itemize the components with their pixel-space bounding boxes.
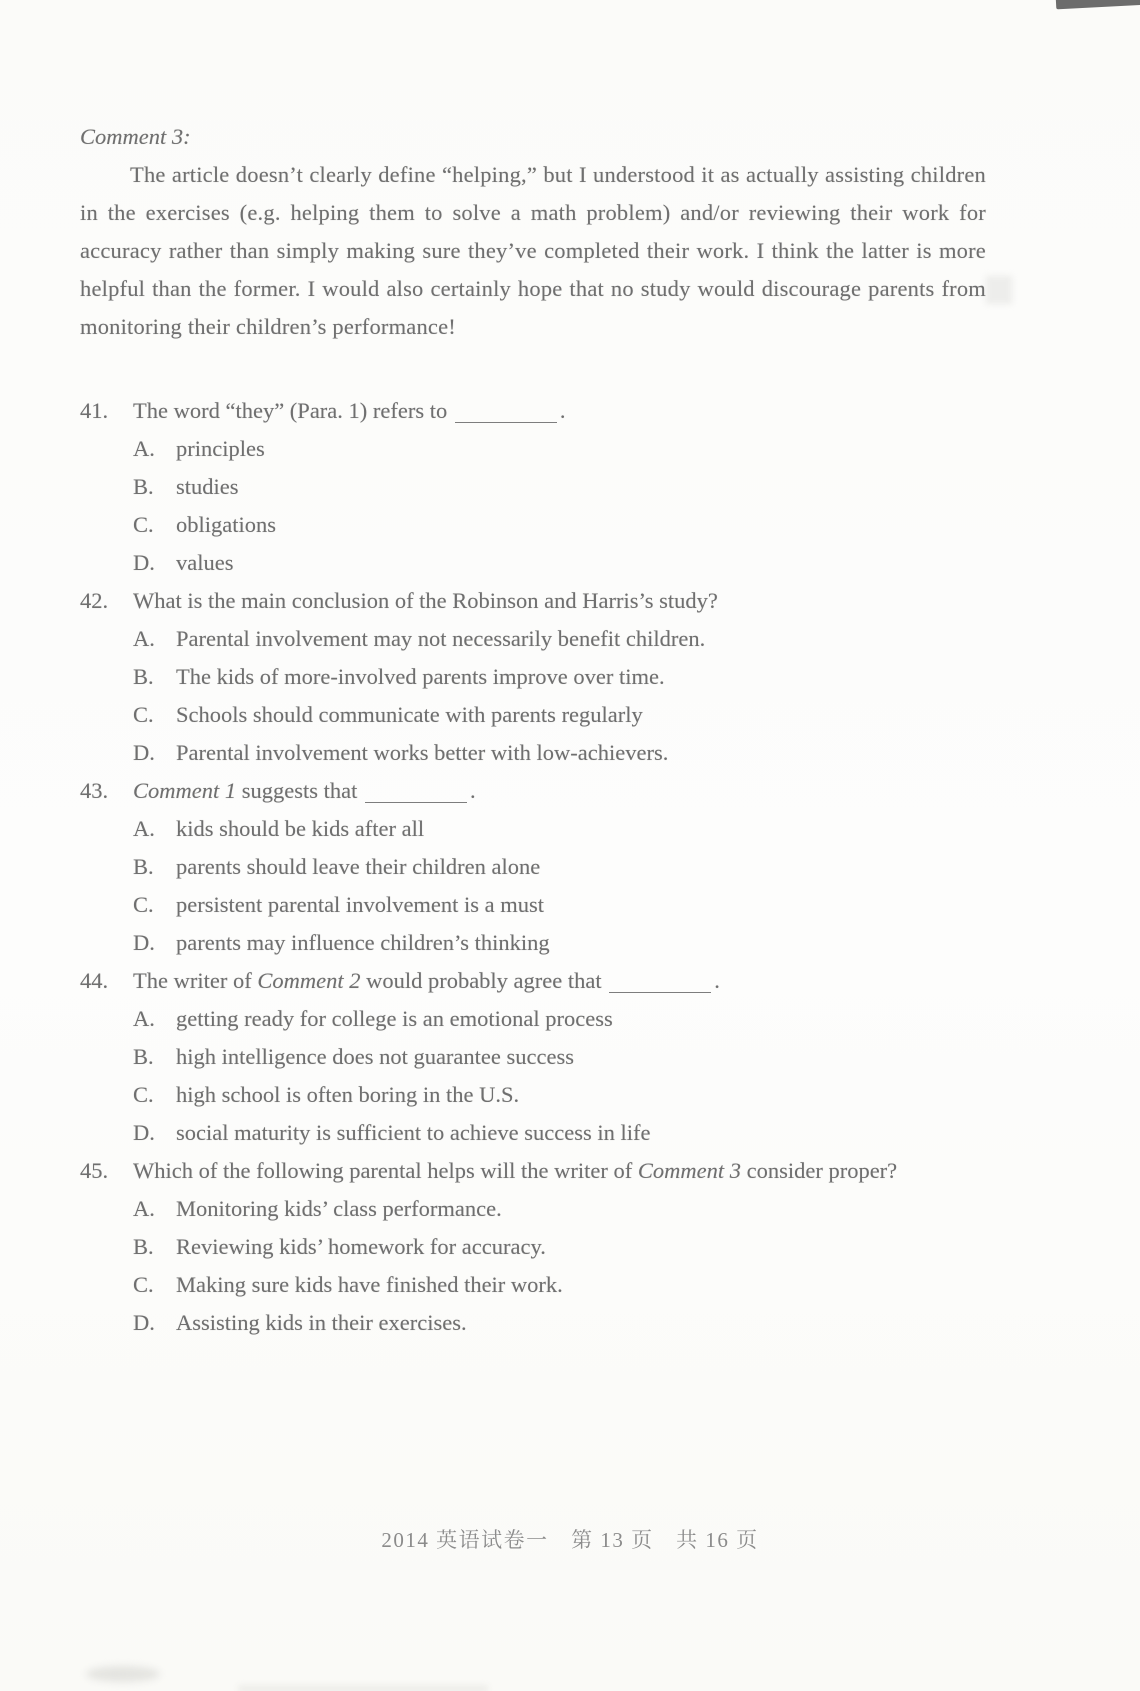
option-letter: C. (133, 892, 154, 917)
option-text: Parental involvement may not necessarily benefit children. (176, 626, 706, 651)
comment-heading: Comment 3: (80, 124, 191, 149)
answer-option (80, 1304, 986, 1342)
page-content (80, 118, 986, 1342)
answer-option (80, 430, 986, 468)
answer-blank (455, 400, 557, 424)
answer-option (80, 1114, 986, 1152)
answer-option (80, 924, 986, 962)
answer-option (80, 620, 986, 658)
option-letter: D. (133, 1310, 155, 1335)
question-number: 44. (80, 968, 109, 993)
question-prompt (133, 962, 986, 1000)
option-list (80, 1190, 986, 1342)
option-text: high intelligence does not guarantee success (176, 1044, 574, 1069)
prompt-text: . (559, 398, 566, 423)
option-text: Monitoring kids’ class performance. (176, 1196, 502, 1221)
question-number: 45. (80, 1158, 109, 1183)
option-text: parents should leave their children alone (176, 854, 541, 879)
option-list (80, 1000, 986, 1152)
option-letter: B. (133, 1234, 154, 1259)
answer-blank (609, 970, 711, 994)
option-text: parents may influence children’s thinking (176, 930, 550, 955)
answer-option (80, 1228, 986, 1266)
question-prompt (133, 772, 986, 810)
prompt-text: The writer of (133, 968, 258, 993)
option-list (80, 430, 986, 582)
answer-option (80, 1190, 986, 1228)
option-text: Parental involvement works better with low-achievers. (176, 740, 669, 765)
question-list (80, 392, 986, 1342)
question (80, 962, 986, 1152)
scan-shadow-artifact (238, 1685, 488, 1691)
option-letter: B. (133, 854, 154, 879)
answer-option (80, 468, 986, 506)
option-letter: C. (133, 1082, 154, 1107)
prompt-text: What is the main conclusion of the Robinson and Harris’s study? (133, 588, 718, 613)
question-prompt (133, 582, 986, 620)
option-text: studies (176, 474, 239, 499)
option-text: persistent parental involvement is a must (176, 892, 545, 917)
answer-option (80, 810, 986, 848)
option-text: Making sure kids have finished their work. (176, 1272, 563, 1297)
option-letter: B. (133, 664, 154, 689)
answer-option (80, 1000, 986, 1038)
question (80, 772, 986, 962)
option-letter: C. (133, 512, 154, 537)
option-letter: D. (133, 930, 155, 955)
option-text: getting ready for college is an emotional process (176, 1006, 613, 1031)
answer-option (80, 658, 986, 696)
comment-reference: Comment 2 (257, 968, 361, 993)
question-prompt (133, 1152, 986, 1190)
question-number: 41. (80, 398, 109, 423)
prompt-text: . (470, 778, 476, 803)
option-letter: D. (133, 550, 155, 575)
question (80, 582, 986, 772)
option-text: high school is often boring in the U.S. (176, 1082, 520, 1107)
answer-option (80, 886, 986, 924)
option-text: social maturity is sufficient to achieve success in life (176, 1120, 651, 1145)
answer-option (80, 734, 986, 772)
option-letter: B. (133, 474, 154, 499)
option-text: principles (176, 436, 265, 461)
question (80, 392, 986, 582)
option-text: obligations (176, 512, 276, 537)
option-text: Assisting kids in their exercises. (176, 1310, 467, 1335)
answer-option (80, 848, 986, 886)
prompt-text: would probably agree that (360, 968, 608, 993)
prompt-text: The word “they” (Para. 1) refers to (133, 398, 453, 423)
option-letter: C. (133, 702, 154, 727)
option-letter: D. (133, 1120, 155, 1145)
option-list (80, 810, 986, 962)
answer-option (80, 1038, 986, 1076)
option-letter: A. (133, 436, 155, 461)
prompt-text: suggests that (236, 778, 363, 803)
answer-option (80, 506, 986, 544)
option-text: Schools should communicate with parents regularly (176, 702, 643, 727)
answer-option (80, 1076, 986, 1114)
scan-streak-artifact (986, 276, 1012, 304)
answer-option (80, 696, 986, 734)
scan-edge-artifact (1056, 0, 1140, 9)
answer-blank (365, 780, 467, 804)
option-text: kids should be kids after all (176, 816, 425, 841)
option-text: The kids of more-involved parents improve over time. (176, 664, 665, 689)
option-letter: D. (133, 740, 155, 765)
option-list (80, 620, 986, 772)
option-letter: A. (133, 816, 155, 841)
question-prompt (133, 392, 986, 430)
option-letter: A. (133, 626, 155, 651)
page-footer: 2014 英语试卷一 第 13 页 共 16 页 (381, 1528, 759, 1552)
comment-reference: Comment 1 (133, 778, 237, 803)
prompt-text: Which of the following parental helps will the writer of (133, 1158, 638, 1183)
option-letter: C. (133, 1272, 154, 1297)
option-letter: A. (133, 1196, 155, 1221)
passage-paragraph: The article doesn’t clearly define “helping,” but I understood it as actually assisting children in the exercises (e.g. helping them to solve a math problem) and/or reviewing their work for accuracy rather than simply making sure they’ve completed their work. I think the latter is more helpful than the former. I would also certainly hope that no study would discourage parents from monitoring their children’s performance! (80, 162, 986, 339)
answer-option (80, 544, 986, 582)
question-number: 43. (80, 778, 109, 803)
prompt-text: consider proper? (740, 1158, 898, 1183)
comment-reference: Comment 3 (637, 1158, 741, 1183)
option-letter: A. (133, 1006, 155, 1031)
scan-smudge-artifact (86, 1666, 160, 1682)
option-letter: B. (133, 1044, 154, 1069)
prompt-text: . (714, 968, 720, 993)
answer-option (80, 1266, 986, 1304)
option-text: values (176, 550, 234, 575)
option-text: Reviewing kids’ homework for accuracy. (176, 1234, 546, 1259)
question (80, 1152, 986, 1342)
question-number: 42. (80, 588, 109, 613)
